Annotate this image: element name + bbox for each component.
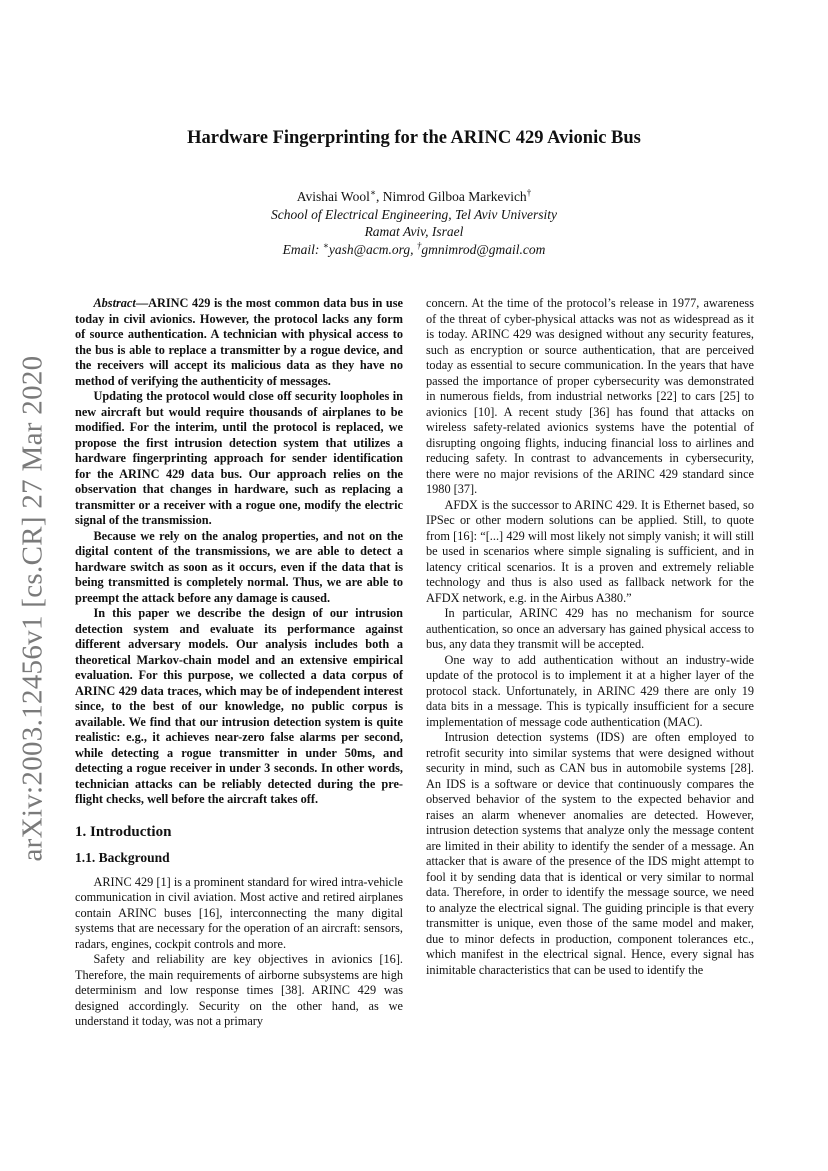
- abstract-paragraph-2: Updating the protocol would close off security loopholes in new aircraft but would require thousands of airplanes to be modified. For the interim, until the protocol is replaced, we propose the first intrusion detection system that utilizes a hardware fingerprinting approach for sender identification for the ARINC 429 data bus. Our approach relies on the observation that changes in hardware, such as replacing a transmitter or a receiver with a rogue one, modify the electric signal of the transmission.: [75, 389, 403, 527]
- right-paragraph-5: Intrusion detection systems (IDS) are often employed to retrofit security into similar systems that were designed without security in mind, such as CAN bus in automobile systems [28]. An IDS is a software or device that continuously compares the observed behavior of the system to the expected behavior and raises an alarm whenever anomalies are detected. However, intrusion detection systems that analyze only the message content are limited in their ability to identify the sender of a message. An attacker that is aware of the presence of the IDS might attempt to fool it by sending data that is identical or very similar to normal data. Therefore, in order to identify the message source, we need to analyze the electrical signal. The guiding principle is that every transmitter is unique, even those of the same model and maker, due to minor defects in production, component tolerances etc., which manifest in the electrical signal. Hence, every signal has inimitable characteristics that can be used to identify the: [426, 730, 754, 977]
- author-block: [0, 188, 828, 258]
- author-location: Ramat Aviv, Israel: [364, 224, 464, 239]
- abstract-paragraph-4: In this paper we describe the design of our intrusion detection system and evaluate its performance against different adversary models. Our analysis includes both a theoretical Markov-chain model and an extensive empirical evaluation. For this purpose, we collected a data corpus of ARINC 429 data traces, which may be of independent interest since, to the best of our knowledge, no public corpus is available. We find that our intrusion detection system is quite realistic: e.g., it achieves near-zero false alarms per second, while detecting a rogue transmitter in under 50ms, and detecting a rogue receiver in under 3 seconds. In other words, technician attacks can be reliably detected during the pre-flight checks, well before the aircraft takes off.: [75, 606, 403, 806]
- author-name-wool: Avishai Wool: [296, 189, 370, 204]
- abstract: [75, 296, 403, 808]
- email-prefix: Email:: [282, 241, 323, 257]
- right-column: [426, 296, 754, 978]
- email-markevich: gmnimrod@gmail.com: [421, 241, 546, 257]
- right-paragraph-4: One way to add authentication without an industry-wide update of the protocol is to implement it at a higher layer of the protocol stack. Unfortunately, in ARINC 429 there are only 19 data bits in a message. This is typically insufficient for a secure implementation of message code authentication (MAC).: [426, 652, 754, 729]
- arxiv-identifier: arXiv:2003.12456v1 [cs.CR] 27 Mar 2020: [16, 355, 49, 861]
- author-name-markevich: , Nimrod Gilboa Markevich: [375, 189, 527, 204]
- right-paragraph-3: In particular, ARINC 429 has no mechanism for source authentication, so once an adversary has gained physical access to bus, any data they transmit will be accepted.: [426, 606, 754, 651]
- paper-title: Hardware Fingerprinting for the ARINC 429 Avionic Bus: [187, 128, 641, 148]
- email-mark-b: †: [416, 240, 422, 250]
- abstract-label: Abstract: [93, 296, 136, 310]
- section-heading-introduction: 1. Introduction: [75, 823, 172, 840]
- intro-paragraph-2: Safety and reliability are key objectives in avionics [16]. Therefore, the main requirements of airborne subsystems are high determinism and low response times [38]. ARINC 429 was designed accordingly. Security on the other hand, as we understand it today, was not a primary: [75, 952, 403, 1028]
- author-names: [0, 188, 828, 206]
- author-emails: [0, 241, 828, 259]
- email-mark-a: ∗: [322, 240, 329, 250]
- author-affiliation: School of Electrical Engineering, Tel Aviv University: [270, 206, 558, 222]
- right-paragraph-2: AFDX is the successor to ARINC 429. It is Ethernet based, so IPSec or other modern solutions can be applied. Still, to quote from [16]: “[...] 429 will most likely not simply vanish; it will still be used in scenarios where simple signaling is sufficient, and in latency critical scenarios. It is a proven and extremely reliable technology and thus is also used as fallback network for the AFDX network, e.g. in the Airbus A380.”: [426, 497, 754, 605]
- arxiv-sidebar-stamp: [6, 355, 60, 861]
- abstract-paragraph-1-text: —ARINC 429 is the most common data bus in use today in civil avionics. However, the protocol lacks any form of source authentication. A technician with physical access to the bus is able to replace a transmitter by a rogue device, and the receivers will accept its malicious data as they have no method of verifying the authenticity of messages.: [75, 296, 403, 388]
- subsection-heading-background: 1.1. Background: [75, 850, 170, 865]
- right-paragraph-1: concern. At the time of the protocol’s release in 1977, awareness of the threat of cyber-physical attacks was not as widespread as it is today. ARINC 429 was designed without any security features, such as encryption or source authentication, that are perceived today as essential to secure communication. In the years that have passed the importance of proper cybersecurity was demonstrated in numerous fields, from industrial networks [22] to cars [25] to avionics [10]. A recent study [36] has found that attacks on wireless safety-related avionics systems have the potential of disrupting ongoing flights, inducing financial loss to airlines and reducing safety. In contrast to advancements in cybersecurity, there were no major revisions of the ARINC 429 standard since 1980 [37].: [426, 296, 754, 496]
- email-wool: yash@acm.org,: [328, 241, 417, 257]
- author-mark-a: ∗: [369, 187, 376, 198]
- left-column: [75, 296, 403, 1030]
- abstract-paragraph-3: Because we rely on the analog properties, and not on the digital content of the transmissions, we are able to detect a hardware switch as soon as it occurs, even if the data that is being transmitted is completely normal. Thus, we are able to preempt the attack before any damage is caused.: [75, 528, 403, 605]
- abstract-paragraph-1: [75, 296, 403, 389]
- author-mark-b: †: [526, 187, 532, 198]
- intro-paragraph-1: ARINC 429 [1] is a prominent standard for wired intra-vehicle communication in civil aviation. Most active and retired airplanes contain ARINC buses [16], interconnecting the many digital systems that are necessary for the operation of an aircraft: sensors, radars, engines, cockpit controls and more.: [75, 874, 403, 951]
